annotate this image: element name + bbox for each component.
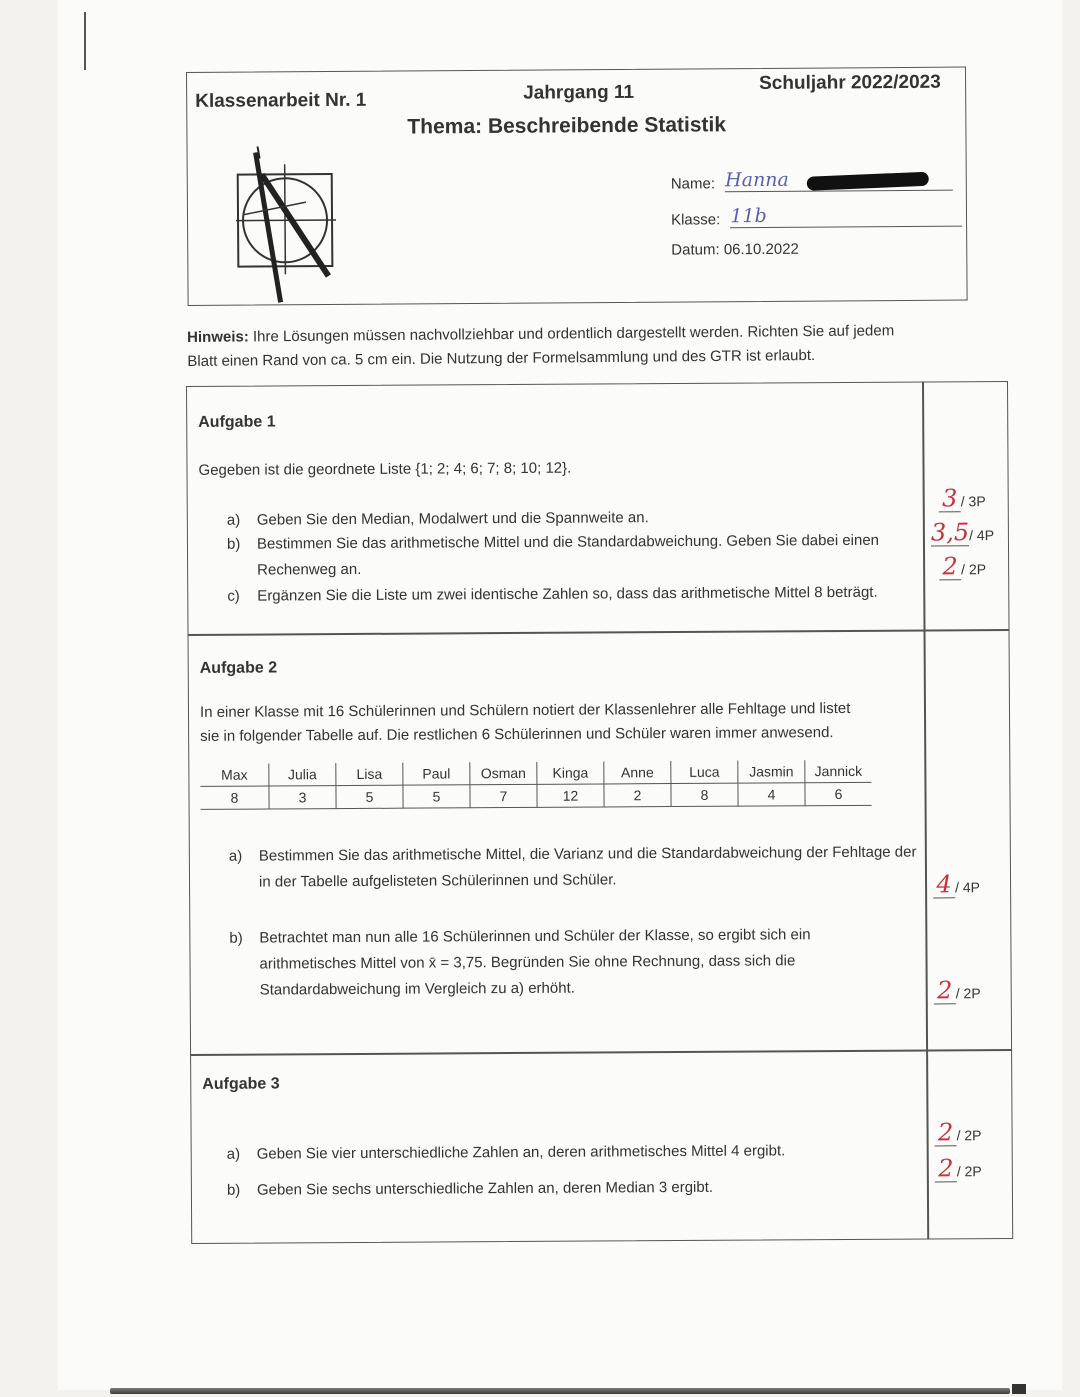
task3-title: Aufgabe 3: [202, 1075, 280, 1093]
task2-a-max: / 4P: [955, 879, 981, 896]
task2-a-points: 4: [933, 871, 955, 898]
exam-number: Klassenarbeit Nr. 1: [195, 89, 367, 112]
task2-a-score: [933, 871, 980, 898]
class-label: Klasse:: [670, 211, 721, 229]
name-value: Hanna: [725, 168, 789, 192]
task3-a-text: Geben Sie vier unterschiedliche Zahlen an, deren arithmetisches Mittel 4 ergibt.: [256, 1142, 786, 1163]
table-cell: Osman: [470, 762, 537, 785]
task1-c-label: c): [227, 587, 240, 605]
task1-c-max: / 2P: [961, 561, 987, 578]
task2-title: Aufgabe 2: [199, 659, 278, 677]
task1-a-score: [939, 485, 986, 512]
task2-intro-line-1: In einer Klasse mit 16 Schülerinnen und Schülern notiert der Klassenlehrer alle Fehltage und listet: [199, 699, 851, 721]
table-cell: Julia: [269, 763, 336, 786]
table-cell: 3: [269, 786, 336, 809]
page-corner-mark: [1012, 1384, 1026, 1394]
table-cell: 12: [537, 784, 604, 807]
table-cell: Max: [200, 764, 269, 787]
task3-a-points: 2: [934, 1119, 956, 1146]
task1-b-points: 3,5: [930, 518, 970, 547]
table-cell: Jasmin: [738, 760, 805, 783]
absence-table-days: [200, 782, 871, 809]
task1-b-max: / 4P: [969, 527, 995, 544]
pen-mark: [84, 12, 86, 70]
task1-c-text: Ergänzen Sie die Liste um zwei identische Zahlen so, dass das arithmetische Mittel 8 beträgt.: [257, 583, 878, 605]
task3-b-points: 2: [935, 1155, 957, 1182]
table-cell: Jannick: [805, 760, 872, 783]
table-cell: 6: [805, 782, 872, 805]
task2-a-label: a): [228, 847, 243, 865]
task1-c-score: [939, 553, 986, 580]
task2-a-text: Bestimmen Sie das arithmetische Mittel, die Varianz und die Standardabweichung der Fehltage der in der Tabelle aufgelisteten Schülerinnen und Schüler.: [258, 843, 917, 891]
task1-a-max: / 3P: [960, 493, 986, 510]
task2-b-text: Betrachtet man nun alle 16 Schülerinnen und Schüler der Klasse, so ergibt sich ein arithmetisches Mittel von x̄ = 3,75. Begründen Sie ohne Rechnung, dass sich die Standardabweichung im Vergleich zu a) erhöht.: [259, 926, 811, 999]
task1-a-points: 3: [939, 485, 961, 512]
task1-b-score: [931, 519, 994, 546]
class-field: [671, 204, 963, 229]
note-line-1: Ihre Lösungen müssen nachvollziehbar und ordentlich dargestellt werden. Richten Sie auf jedem: [252, 322, 895, 346]
table-cell: 4: [738, 783, 805, 806]
exam-header: [186, 67, 968, 306]
task2-b-label: b): [229, 929, 243, 947]
name-label: Name:: [670, 175, 716, 193]
task1-title: Aufgabe 1: [198, 413, 276, 431]
table-cell: Lisa: [336, 763, 403, 786]
redaction-scribble: [807, 172, 929, 191]
task1-a-label: a): [226, 511, 241, 529]
table-cell: Luca: [671, 761, 738, 784]
task3-b-score: [935, 1155, 982, 1182]
task3-b-text: Geben Sie sechs unterschiedliche Zahlen an, deren Median 3 ergibt.: [256, 1178, 714, 1199]
table-cell: 8: [671, 783, 738, 806]
tasks-frame: [186, 381, 1011, 1246]
task3-a-max: / 2P: [956, 1127, 982, 1144]
task1-c-points: 2: [939, 553, 961, 580]
task3-b-max: / 2P: [956, 1163, 982, 1180]
table-cell: 5: [336, 785, 403, 808]
name-field: [671, 168, 954, 193]
task3-a-score: [934, 1119, 981, 1146]
table-cell: 7: [470, 784, 537, 807]
task1-a-text: Geben Sie den Median, Modalwert und die Spannweite an.: [256, 509, 649, 529]
exam-topic: Thema: Beschreibende Statistik: [407, 113, 727, 139]
school-year: Schuljahr 2022/2023: [759, 71, 941, 94]
instructions-note: [187, 318, 987, 374]
table-cell: 8: [200, 786, 269, 809]
table-cell: Kinga: [537, 761, 604, 784]
class-value: 11b: [730, 204, 767, 228]
task3-a-label: a): [226, 1145, 241, 1163]
table-cell: Paul: [403, 762, 470, 785]
grade-level: Jahrgang 11: [523, 81, 635, 104]
task1-b-label: b): [226, 535, 241, 553]
task1-b-text: Bestimmen Sie das arithmetische Mittel und die Standardabweichung. Geben Sie dabei einen Rechenweg an.: [256, 531, 880, 579]
date-value: 06.10.2022: [723, 240, 799, 259]
table-cell: 2: [604, 784, 671, 807]
absence-table: [200, 760, 871, 810]
page-edge-shadow: [110, 1388, 1010, 1394]
table-cell: Anne: [604, 761, 671, 784]
task2-b-max: / 2P: [955, 985, 981, 1002]
note-line-2: Blatt einen Rand von ca. 5 cm ein. Die Nutzung der Formelsammlung und des GTR ist erlaubt.: [187, 346, 816, 370]
task2-b-score: [934, 977, 981, 1004]
task2-intro-line-2: sie in folgender Tabelle auf. Die restlichen 6 Schülerinnen und Schüler waren immer anwesend.: [200, 724, 834, 745]
task3-b-label: b): [226, 1181, 241, 1199]
table-cell: 5: [403, 785, 470, 808]
date-label: Datum:: [671, 241, 720, 259]
date-field: [671, 241, 799, 259]
task1-intro: Gegeben ist die geordnete Liste {1; 2; 4; 6; 7; 8; 10; 12}.: [198, 459, 572, 479]
compass-logo: [236, 144, 337, 305]
note-label: Hinweis:: [187, 328, 249, 346]
task2-b-points: 2: [934, 977, 956, 1004]
